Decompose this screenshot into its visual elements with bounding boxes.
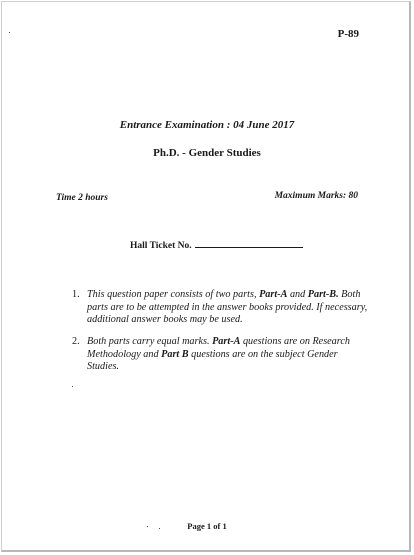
instruction-item (72, 336, 372, 374)
part-b-label: Part-B. (307, 289, 339, 300)
exam-duration: Time 2 hours (56, 193, 108, 203)
hall-ticket-label: Hall Ticket No. (130, 241, 192, 251)
hall-ticket-blank-line (195, 238, 303, 248)
instruction-text: This question paper consists of two parts, Part-A and Part-B. Both parts are to be attempted in the answer books provided. If necessary, additional answer books may be used. (87, 289, 368, 325)
instruction-item (72, 289, 372, 327)
instruction-number: 2. (72, 336, 80, 347)
scan-speck (9, 32, 10, 33)
instruction-number: 1. (72, 289, 80, 300)
part-a-label: Part-A (259, 289, 288, 300)
hall-ticket-field (130, 238, 303, 251)
program-title: Ph.D. - Gender Studies (153, 147, 261, 159)
paper-code: P-89 (337, 28, 359, 40)
page-number: Page 1 of 1 (187, 521, 227, 531)
part-b-label: Part B (161, 348, 189, 360)
maximum-marks: Maximum Marks: 80 (274, 191, 358, 201)
instruction-text: Both parts carry equal marks. Part-A questions are on Research Methodology and Part B questions are on the subject Gender Studies. (87, 336, 350, 372)
exam-title: Entrance Examination : 04 June 2017 (119, 119, 295, 131)
scan-speck (72, 386, 73, 387)
part-a-label: Part-A (212, 336, 241, 347)
document-page (1, 1, 411, 552)
